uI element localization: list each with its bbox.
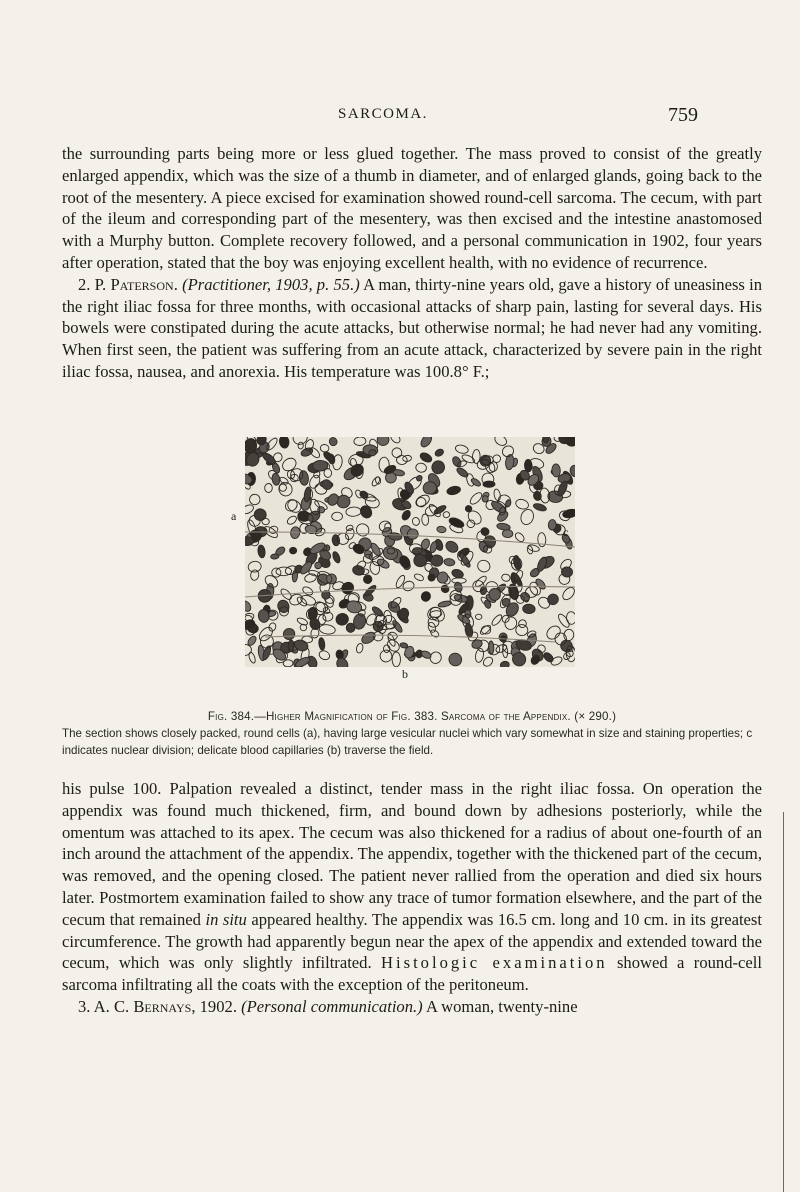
cell-shape — [346, 623, 356, 633]
page-header — [0, 106, 800, 128]
case-number: 3. A. C. — [78, 996, 130, 1016]
case-author: Paterson. — [110, 274, 178, 294]
case-author: Bernays, — [133, 996, 196, 1016]
running-head: SARCOMA. — [338, 106, 428, 122]
text-run: appeared healthy. The appendix was 16.5 cm. long and 10 cm. in its greatest circumference. The growth had apparently begun near the apex of the appendix and extended toward the cecum, which was only slightly infiltrated. — [62, 909, 762, 973]
paragraph-case-2-continued — [62, 778, 762, 996]
text-run: his pulse 100. Palpation revealed a distinct, tender mass in the right iliac fossa. On operation the appendix was found much thickened, firm, and bound down by adhesions posteriorly, while the omentum was attached to its apex. The cecum was also thickened for a radius of about one-fourth of an inch around the attachment of the appendix. The appendix, together with the thickened part of the cecum, was removed, and the opening closed. The patient never rallied from the operation and died six hours later. Postmortem examination failed to show any trace of tumor formation elsewhere, and the part of the cecum that remained — [62, 779, 762, 929]
cell-shape — [288, 640, 294, 652]
cell-shape — [548, 519, 556, 530]
figure-label-b: b — [402, 667, 408, 681]
cell-shape — [552, 464, 561, 477]
case-year: 1902. — [199, 996, 237, 1016]
case-source: (Personal communication.) — [241, 996, 423, 1016]
case-text: A man, thirty-nine years old, gave a history of uneasiness in the right iliac fossa for three months, with occasional attacks of sharp pain, lasting for several days. His bowels were constipated during the acute attacks, but otherwise normal; he had never had any vomiting. When first seen, the patient was suffering from an acute attack, characterized by severe pain in the right iliac fossa, nausea, and anorexia. His temperature was 100.8° F.; — [62, 274, 762, 381]
paragraph-case-1-end: the surrounding parts being more or less glued together. The mass proved to consist of the greatly enlarged appendix, which was the size of a thumb in diameter, and of enlarged glands, going back to the root of the mesentery. A piece excised for examination showed round-cell sarcoma. The cecum, with part of the ileum and corresponding part of the mesentery, was then excised and the intestine anastomosed with a Murphy button. Complete recovery followed, and a personal communication in 1902, four years after operation, stated that the boy was enjoying excellent health, with no evidence of recurrence. — [62, 144, 762, 272]
caption-body: The section shows closely packed, round cells (a), having large vesicular nuclei which vary somewhat in size and staining properties; c indicates nuclear division; delicate blood capillaries (b) traverse the field. — [62, 727, 753, 757]
cell-shape — [289, 547, 296, 554]
in-situ-italic: in situ — [205, 909, 247, 929]
figure-caption — [62, 708, 762, 759]
figure-label-c: c — [563, 525, 569, 539]
paragraph-case-3 — [62, 996, 762, 1018]
cell-shape — [502, 529, 513, 538]
cell-shape — [414, 554, 427, 567]
caption-title: Fig. 384.—Higher Magnification of Fig. 383. Sarcoma of the Appendix. (× 290.) — [207, 710, 617, 723]
paragraph-case-2 — [62, 274, 762, 383]
micrograph-figure — [231, 437, 575, 687]
spaced-emphasis: Histologic examination — [381, 953, 608, 973]
page-number: 759 — [668, 104, 698, 126]
case-number: 2. P. — [78, 274, 107, 294]
case-text: A woman, twenty-nine — [425, 996, 578, 1016]
case-source: (Practitioner, 1903, p. 55.) — [182, 274, 360, 294]
cell-shape — [465, 505, 472, 512]
micrograph-image — [245, 437, 575, 667]
cell-shape — [270, 554, 279, 560]
figure-label-a: a — [231, 509, 237, 523]
scan-edge-line — [783, 812, 784, 1192]
body-text-top — [62, 143, 762, 383]
text-run: showed a round-cell sarcoma infiltrating all the coats with the exception of the peritoneum. — [62, 953, 762, 995]
cell-shape — [488, 641, 494, 654]
cell-shape — [522, 604, 535, 614]
cell-shape — [428, 574, 436, 582]
body-text-bottom — [62, 778, 762, 1018]
cell-shape — [488, 588, 500, 601]
